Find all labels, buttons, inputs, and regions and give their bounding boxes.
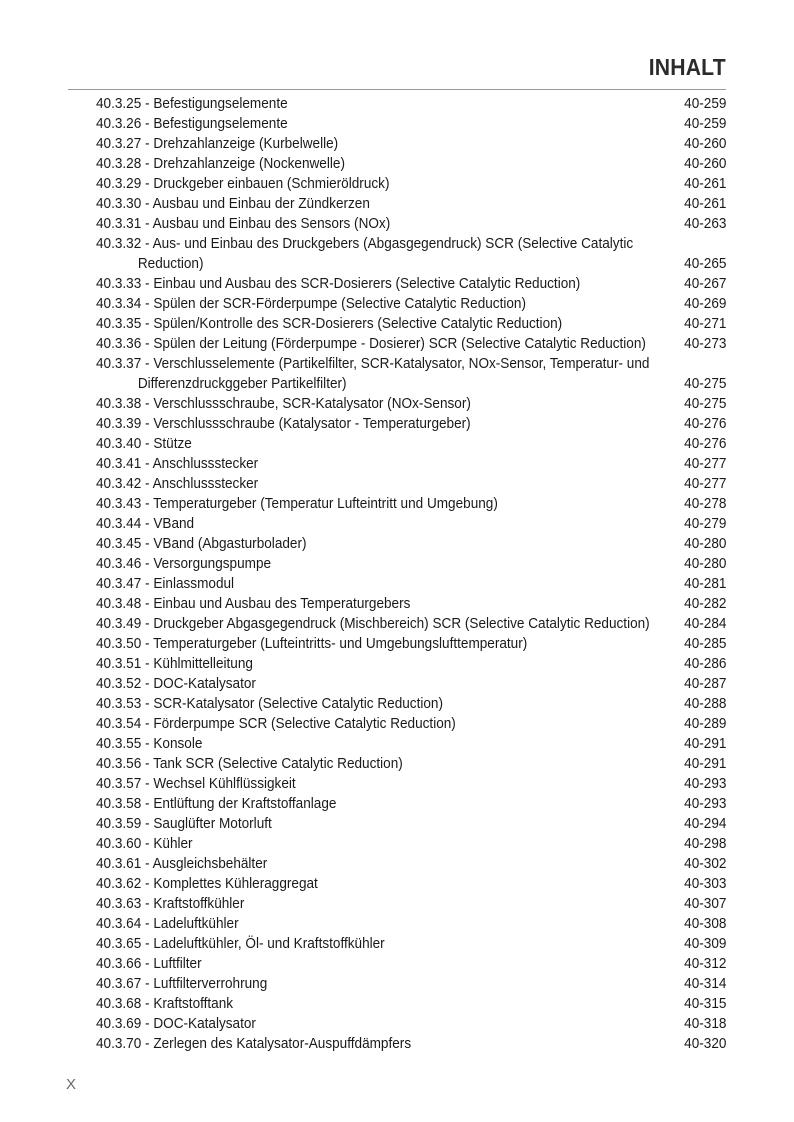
toc-entry-title: 40.3.45 - VBand (Abgasturbolader) xyxy=(96,536,307,552)
toc-entry-page: 40-267 xyxy=(683,276,726,292)
toc-entry xyxy=(96,674,726,694)
toc-entry-title: 40.3.27 - Drehzahlanzeige (Kurbelwelle) xyxy=(96,136,339,152)
toc-entry xyxy=(96,954,726,974)
toc-entry-title: 40.3.60 - Kühler xyxy=(96,836,193,852)
toc-entry xyxy=(96,874,726,894)
toc-entry-page: 40-280 xyxy=(683,556,726,572)
toc-entry-page: 40-277 xyxy=(683,456,726,472)
toc-entry-page: 40-279 xyxy=(683,516,726,532)
toc-entry xyxy=(96,134,726,154)
toc-entry-title: 40.3.43 - Temperaturgeber (Temperatur Lufteintritt und Umgebung) xyxy=(96,496,498,512)
toc-entry xyxy=(96,94,726,114)
header-divider xyxy=(68,89,726,90)
toc-entry-page: 40-259 xyxy=(683,116,726,132)
toc-entry-page: 40-278 xyxy=(683,496,726,512)
toc-entry-page: 40-265 xyxy=(683,256,726,272)
toc-entry xyxy=(96,154,726,174)
toc-entry-title: 40.3.59 - Sauglüfter Motorluft xyxy=(96,816,272,832)
toc-entry-title: 40.3.28 - Drehzahlanzeige (Nockenwelle) xyxy=(96,156,345,172)
toc-entry xyxy=(96,714,726,734)
toc-entry-title: 40.3.36 - Spülen der Leitung (Förderpumpe - Dosierer) SCR (Selective Catalytic Reduction) xyxy=(96,336,646,352)
toc-entry-title: 40.3.46 - Versorgungspumpe xyxy=(96,556,272,572)
toc-entry-page: 40-289 xyxy=(683,716,726,732)
toc-entry-title: 40.3.51 - Kühlmittelleitung xyxy=(96,656,253,672)
toc-entry xyxy=(96,174,726,194)
toc-entry-title: 40.3.52 - DOC-Katalysator xyxy=(96,676,256,692)
toc-entry-title: 40.3.50 - Temperaturgeber (Lufteintritts- und Umgebungslufttemperatur) xyxy=(96,636,528,652)
toc-entry-title: 40.3.56 - Tank SCR (Selective Catalytic Reduction) xyxy=(96,756,403,772)
toc-entry-page: 40-260 xyxy=(683,156,726,172)
toc-entry xyxy=(96,334,726,354)
toc-entry-title: 40.3.31 - Ausbau und Einbau des Sensors (NOx) xyxy=(96,216,391,232)
toc-entry xyxy=(96,834,726,854)
toc-entry-page: 40-263 xyxy=(683,216,726,232)
toc-entry xyxy=(96,294,726,314)
toc-entry-title: 40.3.47 - Einlassmodul xyxy=(96,576,235,592)
toc-entry xyxy=(96,734,726,754)
toc-entry-title: 40.3.67 - Luftfilterverrohrung xyxy=(96,976,268,992)
toc-entry-title: 40.3.38 - Verschlussschraube, SCR-Katalysator (NOx-Sensor) xyxy=(96,396,471,412)
toc-entry-title: 40.3.33 - Einbau und Ausbau des SCR-Dosierers (Selective Catalytic Reduction) xyxy=(96,276,581,292)
toc-entry xyxy=(96,514,726,534)
toc-entry-page: 40-282 xyxy=(683,596,726,612)
toc-entry-page: 40-275 xyxy=(683,376,726,392)
toc-entry-title: 40.3.65 - Ladeluftkühler, Öl- und Kraftstoffkühler xyxy=(96,936,385,952)
toc-entry xyxy=(96,234,726,274)
toc-entry-title: 40.3.32 - Aus- und Einbau des Druckgebers (Abgasgegendruck) SCR (Selective Catalytic xyxy=(96,236,634,252)
toc-entry xyxy=(96,274,726,294)
toc-entry-page: 40-277 xyxy=(683,476,726,492)
toc-entry xyxy=(96,434,726,454)
toc-entry-page: 40-260 xyxy=(683,136,726,152)
page-title: INHALT xyxy=(648,54,726,80)
toc-entry xyxy=(96,1034,726,1054)
toc-entry xyxy=(96,654,726,674)
toc-entry xyxy=(96,394,726,414)
toc-entry-page: 40-273 xyxy=(683,336,726,352)
toc-entry-page: 40-309 xyxy=(683,936,726,952)
toc-entry-page: 40-294 xyxy=(683,816,726,832)
toc-entry-title: 40.3.66 - Luftfilter xyxy=(96,956,202,972)
toc-entry-page: 40-302 xyxy=(683,856,726,872)
toc-entry-title: 40.3.39 - Verschlussschraube (Katalysator - Temperaturgeber) xyxy=(96,416,471,432)
toc-entry-title: 40.3.70 - Zerlegen des Katalysator-Auspuffdämpfers xyxy=(96,1036,412,1052)
toc-entry xyxy=(96,754,726,774)
toc-entry xyxy=(96,634,726,654)
toc-entry xyxy=(96,894,726,914)
toc-entry-page: 40-261 xyxy=(683,176,726,192)
toc-entry-title: 40.3.58 - Entlüftung der Kraftstoffanlage xyxy=(96,796,337,812)
toc-entry-title: 40.3.54 - Förderpumpe SCR (Selective Catalytic Reduction) xyxy=(96,716,456,732)
toc-entry-page: 40-281 xyxy=(683,576,726,592)
toc-entry-page: 40-291 xyxy=(683,756,726,772)
toc-entry-title: 40.3.30 - Ausbau und Einbau der Zündkerzen xyxy=(96,196,370,212)
toc-entry-title-continuation: Reduction) xyxy=(137,256,204,272)
toc-entry-page: 40-276 xyxy=(683,436,726,452)
toc-entry-title: 40.3.42 - Anschlussstecker xyxy=(96,476,259,492)
toc-entry-title: 40.3.49 - Druckgeber Abgasgegendruck (Mischbereich) SCR (Selective Catalytic Reduction) xyxy=(96,616,650,632)
toc-entry-title: 40.3.63 - Kraftstoffkühler xyxy=(96,896,245,912)
toc-entry xyxy=(96,614,726,634)
toc-entry xyxy=(96,354,726,394)
toc-entry-title-continuation: Differenzdruckggeber Partikelfilter) xyxy=(137,376,347,392)
toc-entry-title: 40.3.35 - Spülen/Kontrolle des SCR-Dosierers (Selective Catalytic Reduction) xyxy=(96,316,563,332)
toc-entry-page: 40-276 xyxy=(683,416,726,432)
toc-entry-page: 40-286 xyxy=(683,656,726,672)
toc-entry-title: 40.3.37 - Verschlusselemente (Partikelfilter, SCR-Katalysator, NOx-Sensor, Temperatur- und xyxy=(96,356,650,372)
toc-entry xyxy=(96,694,726,714)
toc-entry xyxy=(96,474,726,494)
toc-entry-page: 40-303 xyxy=(683,876,726,892)
toc-entry-title: 40.3.53 - SCR-Katalysator (Selective Catalytic Reduction) xyxy=(96,696,444,712)
toc-entry-page: 40-320 xyxy=(683,1036,726,1052)
toc-entry-page: 40-298 xyxy=(683,836,726,852)
toc-entry xyxy=(96,534,726,554)
toc-entry-page: 40-308 xyxy=(683,916,726,932)
toc-entry-page: 40-285 xyxy=(683,636,726,652)
toc-entry-title: 40.3.69 - DOC-Katalysator xyxy=(96,1016,256,1032)
toc-entry-title: 40.3.61 - Ausgleichsbehälter xyxy=(96,856,268,872)
toc-entry xyxy=(96,314,726,334)
toc-entry-page: 40-261 xyxy=(683,196,726,212)
toc-entry-page: 40-307 xyxy=(683,896,726,912)
toc-entry xyxy=(96,494,726,514)
toc-entry xyxy=(96,914,726,934)
toc-entry-title: 40.3.25 - Befestigungselemente xyxy=(96,96,288,112)
toc-entry xyxy=(96,574,726,594)
toc-entry-title: 40.3.62 - Komplettes Kühleraggregat xyxy=(96,876,318,892)
toc-entry-title: 40.3.44 - VBand xyxy=(96,516,195,532)
toc-entry-page: 40-259 xyxy=(683,96,726,112)
toc-entry-page: 40-314 xyxy=(683,976,726,992)
toc-entry xyxy=(96,994,726,1014)
toc-entry-title: 40.3.34 - Spülen der SCR-Förderpumpe (Selective Catalytic Reduction) xyxy=(96,296,526,312)
toc-entry-page: 40-287 xyxy=(683,676,726,692)
toc-entry-page: 40-318 xyxy=(683,1016,726,1032)
toc-entry xyxy=(96,214,726,234)
toc-entry-title: 40.3.29 - Druckgeber einbauen (Schmieröldruck) xyxy=(96,176,390,192)
toc-entry xyxy=(96,854,726,874)
toc-entry-title: 40.3.41 - Anschlussstecker xyxy=(96,456,259,472)
toc-entry-title: 40.3.55 - Konsole xyxy=(96,736,203,752)
toc-entry xyxy=(96,114,726,134)
toc-entry xyxy=(96,194,726,214)
table-of-contents xyxy=(96,94,726,1054)
toc-entry xyxy=(96,774,726,794)
toc-entry xyxy=(96,934,726,954)
toc-entry xyxy=(96,794,726,814)
toc-entry-page: 40-271 xyxy=(683,316,726,332)
toc-entry xyxy=(96,414,726,434)
toc-entry-title: 40.3.48 - Einbau und Ausbau des Temperaturgebers xyxy=(96,596,411,612)
toc-entry xyxy=(96,1014,726,1034)
toc-entry-page: 40-293 xyxy=(683,796,726,812)
toc-entry-page: 40-312 xyxy=(683,956,726,972)
toc-entry-title: 40.3.68 - Kraftstofftank xyxy=(96,996,234,1012)
toc-entry-page: 40-284 xyxy=(683,616,726,632)
toc-entry-title: 40.3.57 - Wechsel Kühlflüssigkeit xyxy=(96,776,296,792)
toc-entry-page: 40-291 xyxy=(683,736,726,752)
toc-entry xyxy=(96,974,726,994)
toc-entry xyxy=(96,554,726,574)
toc-entry xyxy=(96,814,726,834)
toc-entry-page: 40-293 xyxy=(683,776,726,792)
toc-entry-page: 40-315 xyxy=(683,996,726,1012)
toc-entry-page: 40-269 xyxy=(683,296,726,312)
toc-entry xyxy=(96,454,726,474)
toc-entry-page: 40-288 xyxy=(683,696,726,712)
toc-entry-title: 40.3.26 - Befestigungselemente xyxy=(96,116,288,132)
toc-entry-title: 40.3.64 - Ladeluftkühler xyxy=(96,916,239,932)
toc-entry-page: 40-275 xyxy=(683,396,726,412)
page-number-marker: X xyxy=(66,1076,77,1093)
toc-entry-page: 40-280 xyxy=(683,536,726,552)
toc-entry xyxy=(96,594,726,614)
toc-entry-title: 40.3.40 - Stütze xyxy=(96,436,192,452)
